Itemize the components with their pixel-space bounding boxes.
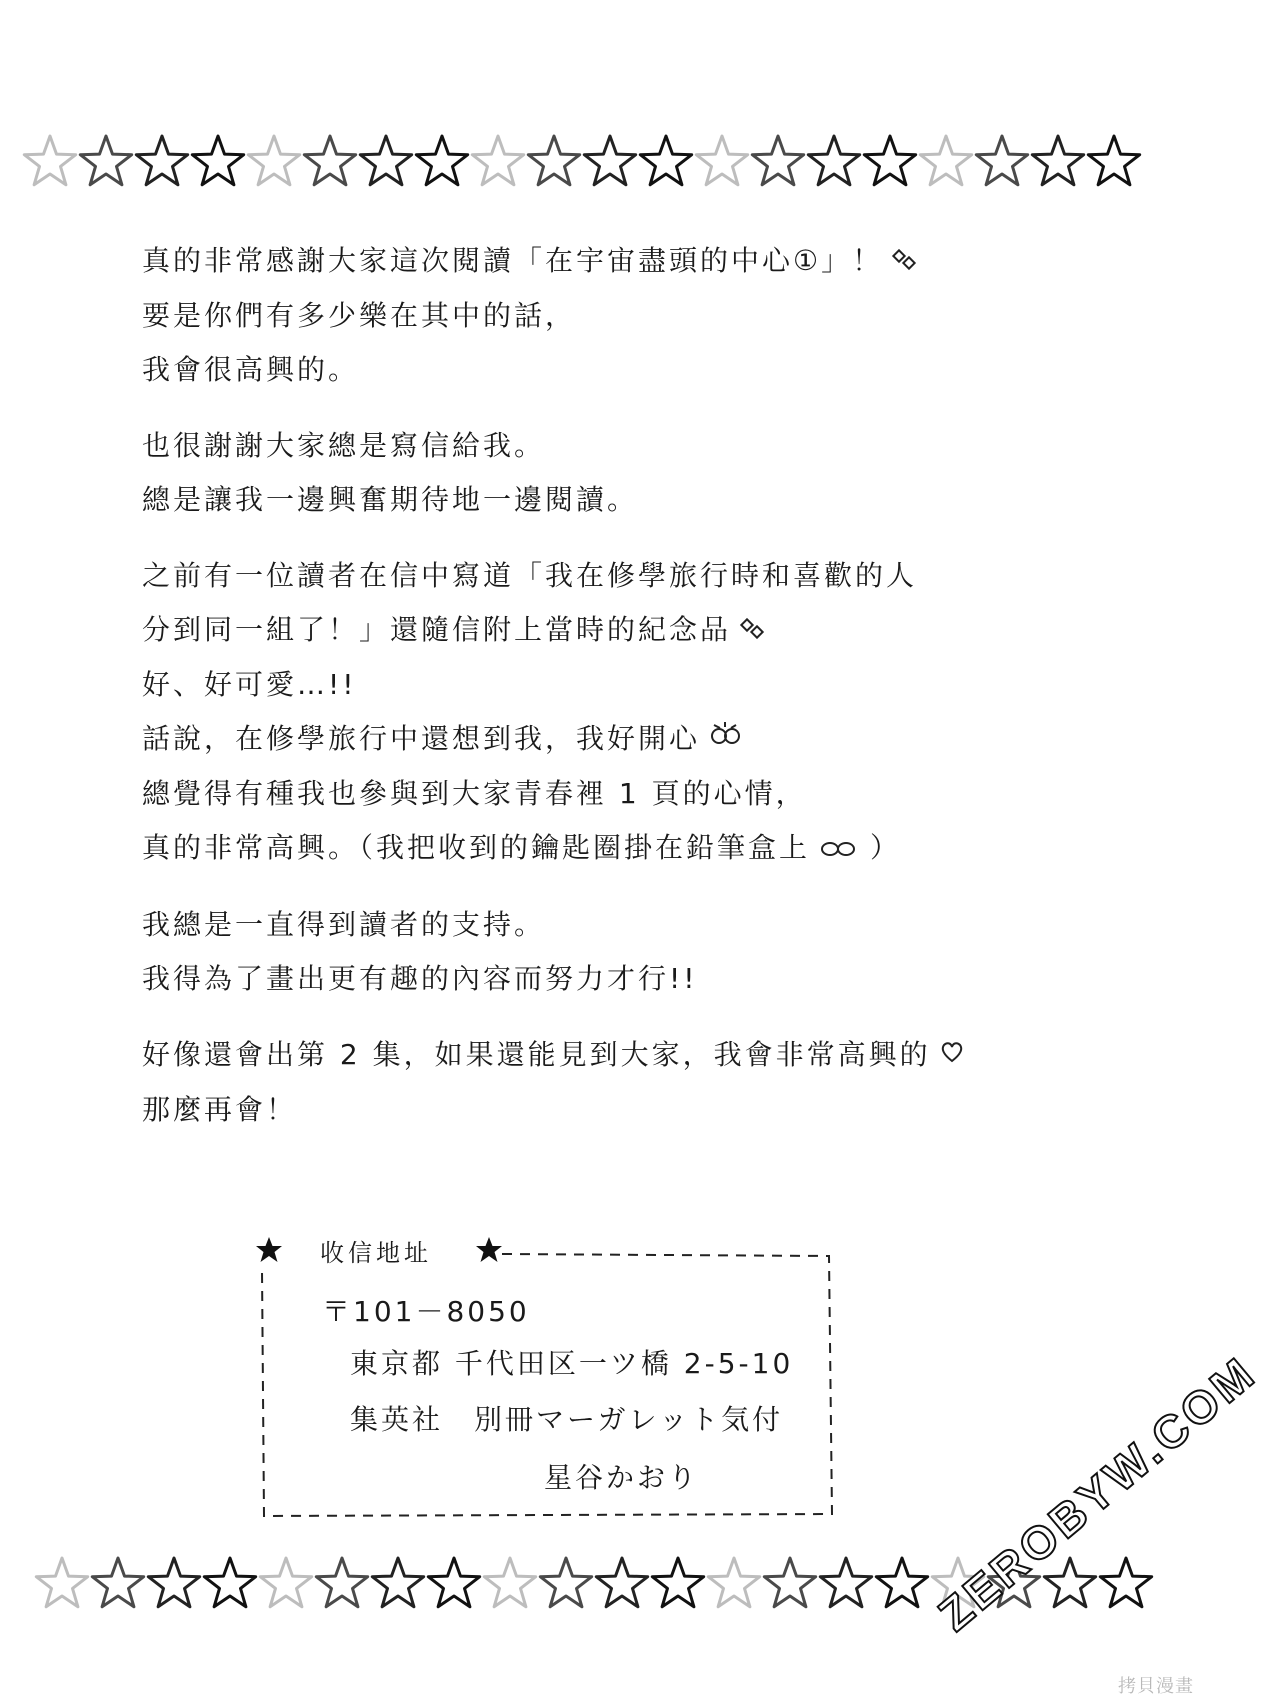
star-outline-icon bbox=[584, 136, 635, 185]
star-outline-icon bbox=[136, 136, 187, 185]
sparkle-doodle-icon bbox=[891, 235, 919, 289]
letter-line: 真的非常感謝大家這次閱讀「在宇宙盡頭的中心①」！ bbox=[142, 234, 1022, 289]
star-outline-icon bbox=[652, 1558, 703, 1607]
star-outline-icon bbox=[752, 136, 803, 185]
afterword-letter bbox=[142, 234, 1022, 1159]
letter-line: 分到同一組了！」還隨信附上當時的紀念品 bbox=[142, 603, 1022, 658]
paragraph-2 bbox=[142, 419, 1022, 527]
star-outline-icon bbox=[204, 1558, 255, 1607]
star-outline-icon bbox=[360, 136, 411, 185]
star-outline-icon bbox=[92, 1558, 143, 1607]
happy-face-doodle-icon bbox=[708, 713, 742, 767]
star-outline-icon bbox=[372, 1558, 423, 1607]
star-outline-icon bbox=[416, 136, 467, 185]
top-star-border bbox=[22, 130, 1142, 194]
heart-doodle-icon bbox=[939, 1029, 965, 1083]
star-outline-icon bbox=[248, 136, 299, 185]
letter-line: 總是讓我一邊興奮期待地一邊閱讀。 bbox=[142, 483, 639, 516]
star-outline-icon bbox=[192, 136, 243, 185]
letter-line: 話說，在修學旅行中還想到我，我好開心 bbox=[142, 712, 1022, 767]
star-outline-icon bbox=[820, 1558, 871, 1607]
letter-line: 我得為了畫出更有趣的內容而努力才行!! bbox=[142, 962, 698, 995]
keyring-doodle-icon bbox=[818, 822, 858, 876]
star-outline-icon bbox=[1032, 136, 1083, 185]
letter-line: 要是你們有多少樂在其中的話， bbox=[142, 299, 577, 332]
letter-line: 總覺得有種我也參與到大家青春裡 1 頁的心情， bbox=[142, 777, 807, 810]
star-outline-icon bbox=[472, 136, 523, 185]
author-name: 星谷かおり bbox=[544, 1461, 700, 1494]
street-address: 東京都 千代田区一ツ橋 2-5-10 bbox=[350, 1347, 794, 1380]
paragraph-5 bbox=[142, 1028, 1022, 1137]
letter-line: 我會很高興的。 bbox=[142, 353, 360, 386]
letter-line: 那麼再會！ bbox=[142, 1093, 298, 1126]
letter-line: 我總是一直得到讀者的支持。 bbox=[142, 908, 546, 941]
star-outline-icon bbox=[428, 1558, 479, 1607]
star-icon bbox=[254, 1235, 284, 1265]
star-outline-icon bbox=[876, 1558, 927, 1607]
star-outline-icon bbox=[528, 136, 579, 185]
star-outline-icon bbox=[484, 1558, 535, 1607]
star-outline-icon bbox=[36, 1558, 87, 1607]
letter-line: 真的非常高興。（我把收到的鑰匙圈掛在鉛筆盒上 ） bbox=[142, 821, 1022, 876]
star-icon bbox=[474, 1235, 504, 1265]
star-outline-icon bbox=[640, 136, 691, 185]
star-outline-icon bbox=[540, 1558, 591, 1607]
paragraph-4 bbox=[142, 898, 1022, 1006]
letter-line: 之前有一位讀者在信中寫道「我在修學旅行時和喜歡的人 bbox=[142, 559, 918, 592]
address-title: 收信地址 bbox=[314, 1233, 438, 1268]
sparkle-doodle-icon bbox=[739, 604, 767, 658]
paragraph-3 bbox=[142, 549, 1022, 876]
letter-line: 好、好可愛…!! bbox=[142, 668, 357, 701]
letter-line: 好像還會出第 2 集，如果還能見到大家，我會非常高興的 bbox=[142, 1028, 1022, 1083]
star-outline-icon bbox=[24, 136, 75, 185]
star-outline-icon bbox=[80, 136, 131, 185]
address-header bbox=[254, 1230, 504, 1270]
star-outline-icon bbox=[316, 1558, 367, 1607]
star-outline-icon bbox=[1088, 136, 1139, 185]
star-outline-icon bbox=[808, 136, 859, 185]
paragraph-1 bbox=[142, 234, 1022, 397]
star-outline-icon bbox=[596, 1558, 647, 1607]
star-outline-icon bbox=[764, 1558, 815, 1607]
site-watermark: ZEROBYW.COM bbox=[928, 1345, 1266, 1641]
star-outline-icon bbox=[920, 136, 971, 185]
company-line: 集英社 別冊マーガレット気付 bbox=[350, 1403, 784, 1436]
star-outline-icon bbox=[260, 1558, 311, 1607]
star-outline-icon bbox=[304, 136, 355, 185]
address-box bbox=[254, 1230, 834, 1540]
postal-code: 〒101－8050 bbox=[322, 1295, 530, 1328]
star-outline-icon bbox=[708, 1558, 759, 1607]
star-outline-icon bbox=[148, 1558, 199, 1607]
letter-line: 也很謝謝大家總是寫信給我。 bbox=[142, 429, 546, 462]
scan-tag: 拷貝漫畫 bbox=[1118, 1676, 1194, 1697]
star-outline-icon bbox=[976, 136, 1027, 185]
star-outline-icon bbox=[864, 136, 915, 185]
star-outline-icon bbox=[696, 136, 747, 185]
star-outline-icon bbox=[1100, 1558, 1151, 1607]
